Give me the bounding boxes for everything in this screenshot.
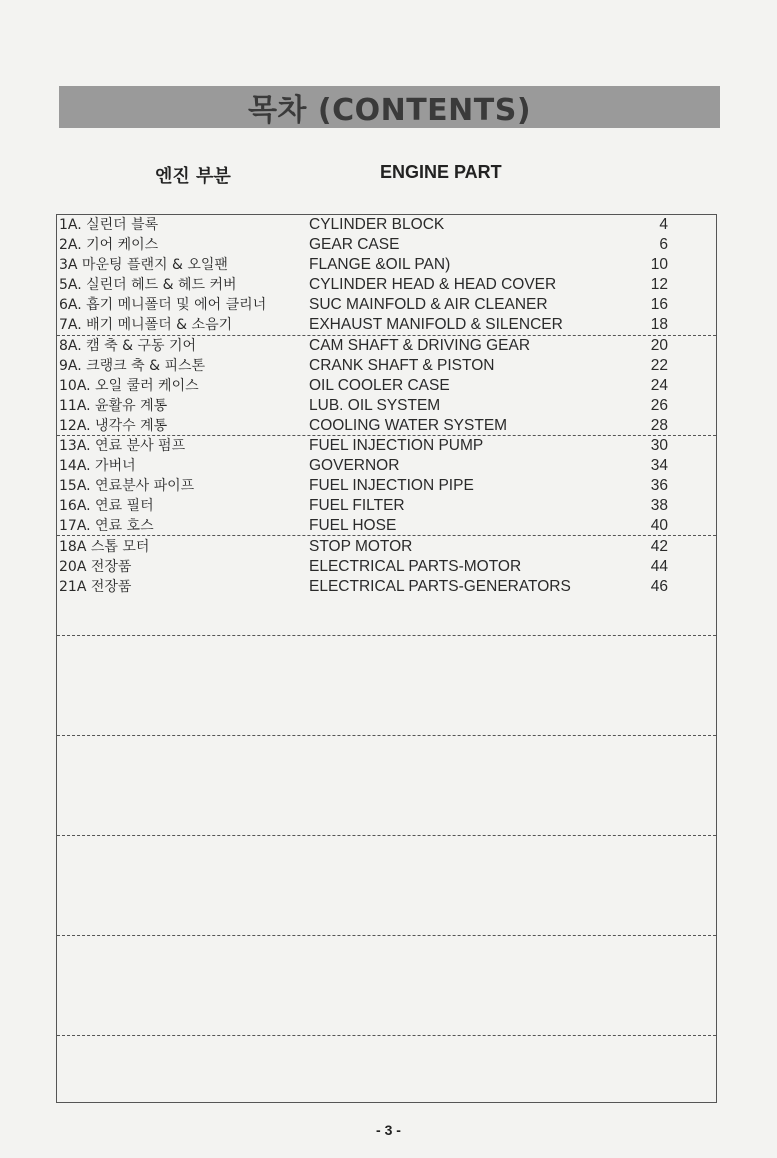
- contents-row: [57, 557, 716, 577]
- row-english-title: SUC MAINFOLD & AIR CLEANER: [309, 296, 548, 314]
- row-english-title: ELECTRICAL PARTS-MOTOR: [309, 557, 522, 575]
- row-korean-title: 14A. 가버너: [59, 458, 136, 475]
- page-title: 목차 (CONTENTS): [247, 93, 532, 128]
- contents-row: [57, 275, 716, 295]
- dashed-divider: [57, 635, 716, 636]
- row-page-number: 24: [650, 376, 668, 394]
- row-korean-title: 13A. 연료 분사 펌프: [59, 438, 186, 455]
- contents-row: [57, 356, 716, 376]
- row-page-number: 28: [650, 416, 668, 434]
- row-korean-title: 21A 전장품: [59, 578, 132, 595]
- title-bar: [59, 86, 720, 128]
- contents-row: [57, 537, 716, 557]
- row-korean-title: 3A 마운팅 플랜지 & 오일팬: [59, 257, 228, 274]
- row-english-title: ELECTRICAL PARTS-GENERATORS: [309, 577, 571, 595]
- dashed-divider: [57, 1035, 716, 1036]
- row-english-title: CYLINDER HEAD & HEAD COVER: [309, 276, 557, 294]
- row-page-number: 34: [650, 457, 668, 475]
- row-page-number: 30: [650, 437, 668, 455]
- row-korean-title: 16A. 연료 필터: [59, 498, 154, 515]
- row-page-number: 36: [650, 477, 668, 495]
- dashed-divider: [57, 835, 716, 836]
- row-english-title: STOP MOTOR: [309, 537, 413, 555]
- row-page-number: 22: [650, 356, 668, 374]
- row-korean-title: 2A. 기어 케이스: [59, 237, 159, 254]
- row-page-number: 38: [650, 497, 668, 515]
- contents-row: [57, 416, 716, 436]
- row-page-number: 16: [650, 296, 668, 314]
- row-page-number: 10: [650, 256, 668, 274]
- row-page-number: 20: [650, 336, 668, 354]
- dashed-divider: [57, 435, 716, 436]
- row-page-number: 4: [659, 216, 668, 233]
- contents-row: [57, 295, 716, 315]
- row-korean-title: 9A. 크랭크 축 & 피스톤: [59, 357, 206, 374]
- row-english-title: LUB. OIL SYSTEM: [309, 396, 441, 414]
- row-english-title: CRANK SHAFT & PISTON: [309, 356, 495, 374]
- row-page-number: 40: [650, 517, 668, 535]
- row-english-title: FUEL INJECTION PUMP: [309, 437, 484, 455]
- contents-table: [56, 214, 717, 1103]
- row-korean-title: 12A. 냉각수 계통: [59, 417, 168, 434]
- row-english-title: EXHAUST MANIFOLD & SILENCER: [309, 316, 563, 334]
- row-page-number: 46: [650, 577, 668, 595]
- row-korean-title: 17A. 연료 호스: [59, 518, 154, 535]
- page-number: - 3 -: [376, 1122, 401, 1138]
- row-page-number: 42: [650, 537, 668, 555]
- contents-rows: [57, 215, 716, 597]
- contents-row: [57, 215, 716, 235]
- subtitle-korean: 엔진 부분: [155, 166, 231, 187]
- subtitle-english: ENGINE PART: [380, 162, 502, 182]
- contents-row: [57, 376, 716, 396]
- row-english-title: GEAR CASE: [309, 236, 400, 254]
- row-korean-title: 15A. 연료분사 파이프: [59, 478, 195, 495]
- row-page-number: 44: [650, 557, 668, 575]
- row-page-number: 18: [650, 316, 668, 334]
- row-english-title: CYLINDER BLOCK: [309, 216, 445, 233]
- row-english-title: FUEL INJECTION PIPE: [309, 477, 474, 495]
- dashed-divider: [57, 935, 716, 936]
- row-page-number: 26: [650, 396, 668, 414]
- row-korean-title: 5A. 실린더 헤드 & 헤드 커버: [59, 277, 237, 294]
- dashed-divider: [57, 735, 716, 736]
- row-english-title: FUEL HOSE: [309, 517, 397, 535]
- row-page-number: 12: [650, 276, 668, 294]
- row-english-title: CAM SHAFT & DRIVING GEAR: [309, 336, 531, 354]
- contents-row: [57, 516, 716, 536]
- row-english-title: COOLING WATER SYSTEM: [309, 416, 508, 434]
- row-english-title: FLANGE &OIL PAN): [309, 256, 451, 274]
- row-korean-title: 11A. 윤활유 계통: [59, 397, 168, 414]
- row-page-number: 6: [659, 236, 668, 254]
- row-korean-title: 10A. 오일 쿨러 케이스: [59, 377, 199, 394]
- contents-row: [57, 396, 716, 416]
- row-korean-title: 18A 스톱 모터: [59, 538, 150, 555]
- row-korean-title: 8A. 캠 축 & 구동 기어: [59, 337, 197, 354]
- contents-row: [57, 235, 716, 255]
- contents-row: [57, 577, 716, 597]
- row-english-title: GOVERNOR: [309, 457, 400, 475]
- contents-row: [57, 496, 716, 516]
- contents-row: [57, 456, 716, 476]
- contents-row: [57, 315, 716, 335]
- row-korean-title: 7A. 배기 메니폴더 & 소음기: [59, 317, 233, 334]
- contents-row: [57, 476, 716, 496]
- contents-row: [57, 255, 716, 275]
- row-english-title: OIL COOLER CASE: [309, 376, 450, 394]
- contents-row: [57, 336, 716, 356]
- row-korean-title: 6A. 흡기 메니폴더 및 에어 클리너: [59, 297, 267, 314]
- dashed-divider: [57, 535, 716, 536]
- dashed-divider: [57, 335, 716, 336]
- row-english-title: FUEL FILTER: [309, 497, 405, 515]
- row-korean-title: 1A. 실린더 블록: [59, 217, 159, 233]
- contents-row: [57, 436, 716, 456]
- row-korean-title: 20A 전장품: [59, 558, 132, 575]
